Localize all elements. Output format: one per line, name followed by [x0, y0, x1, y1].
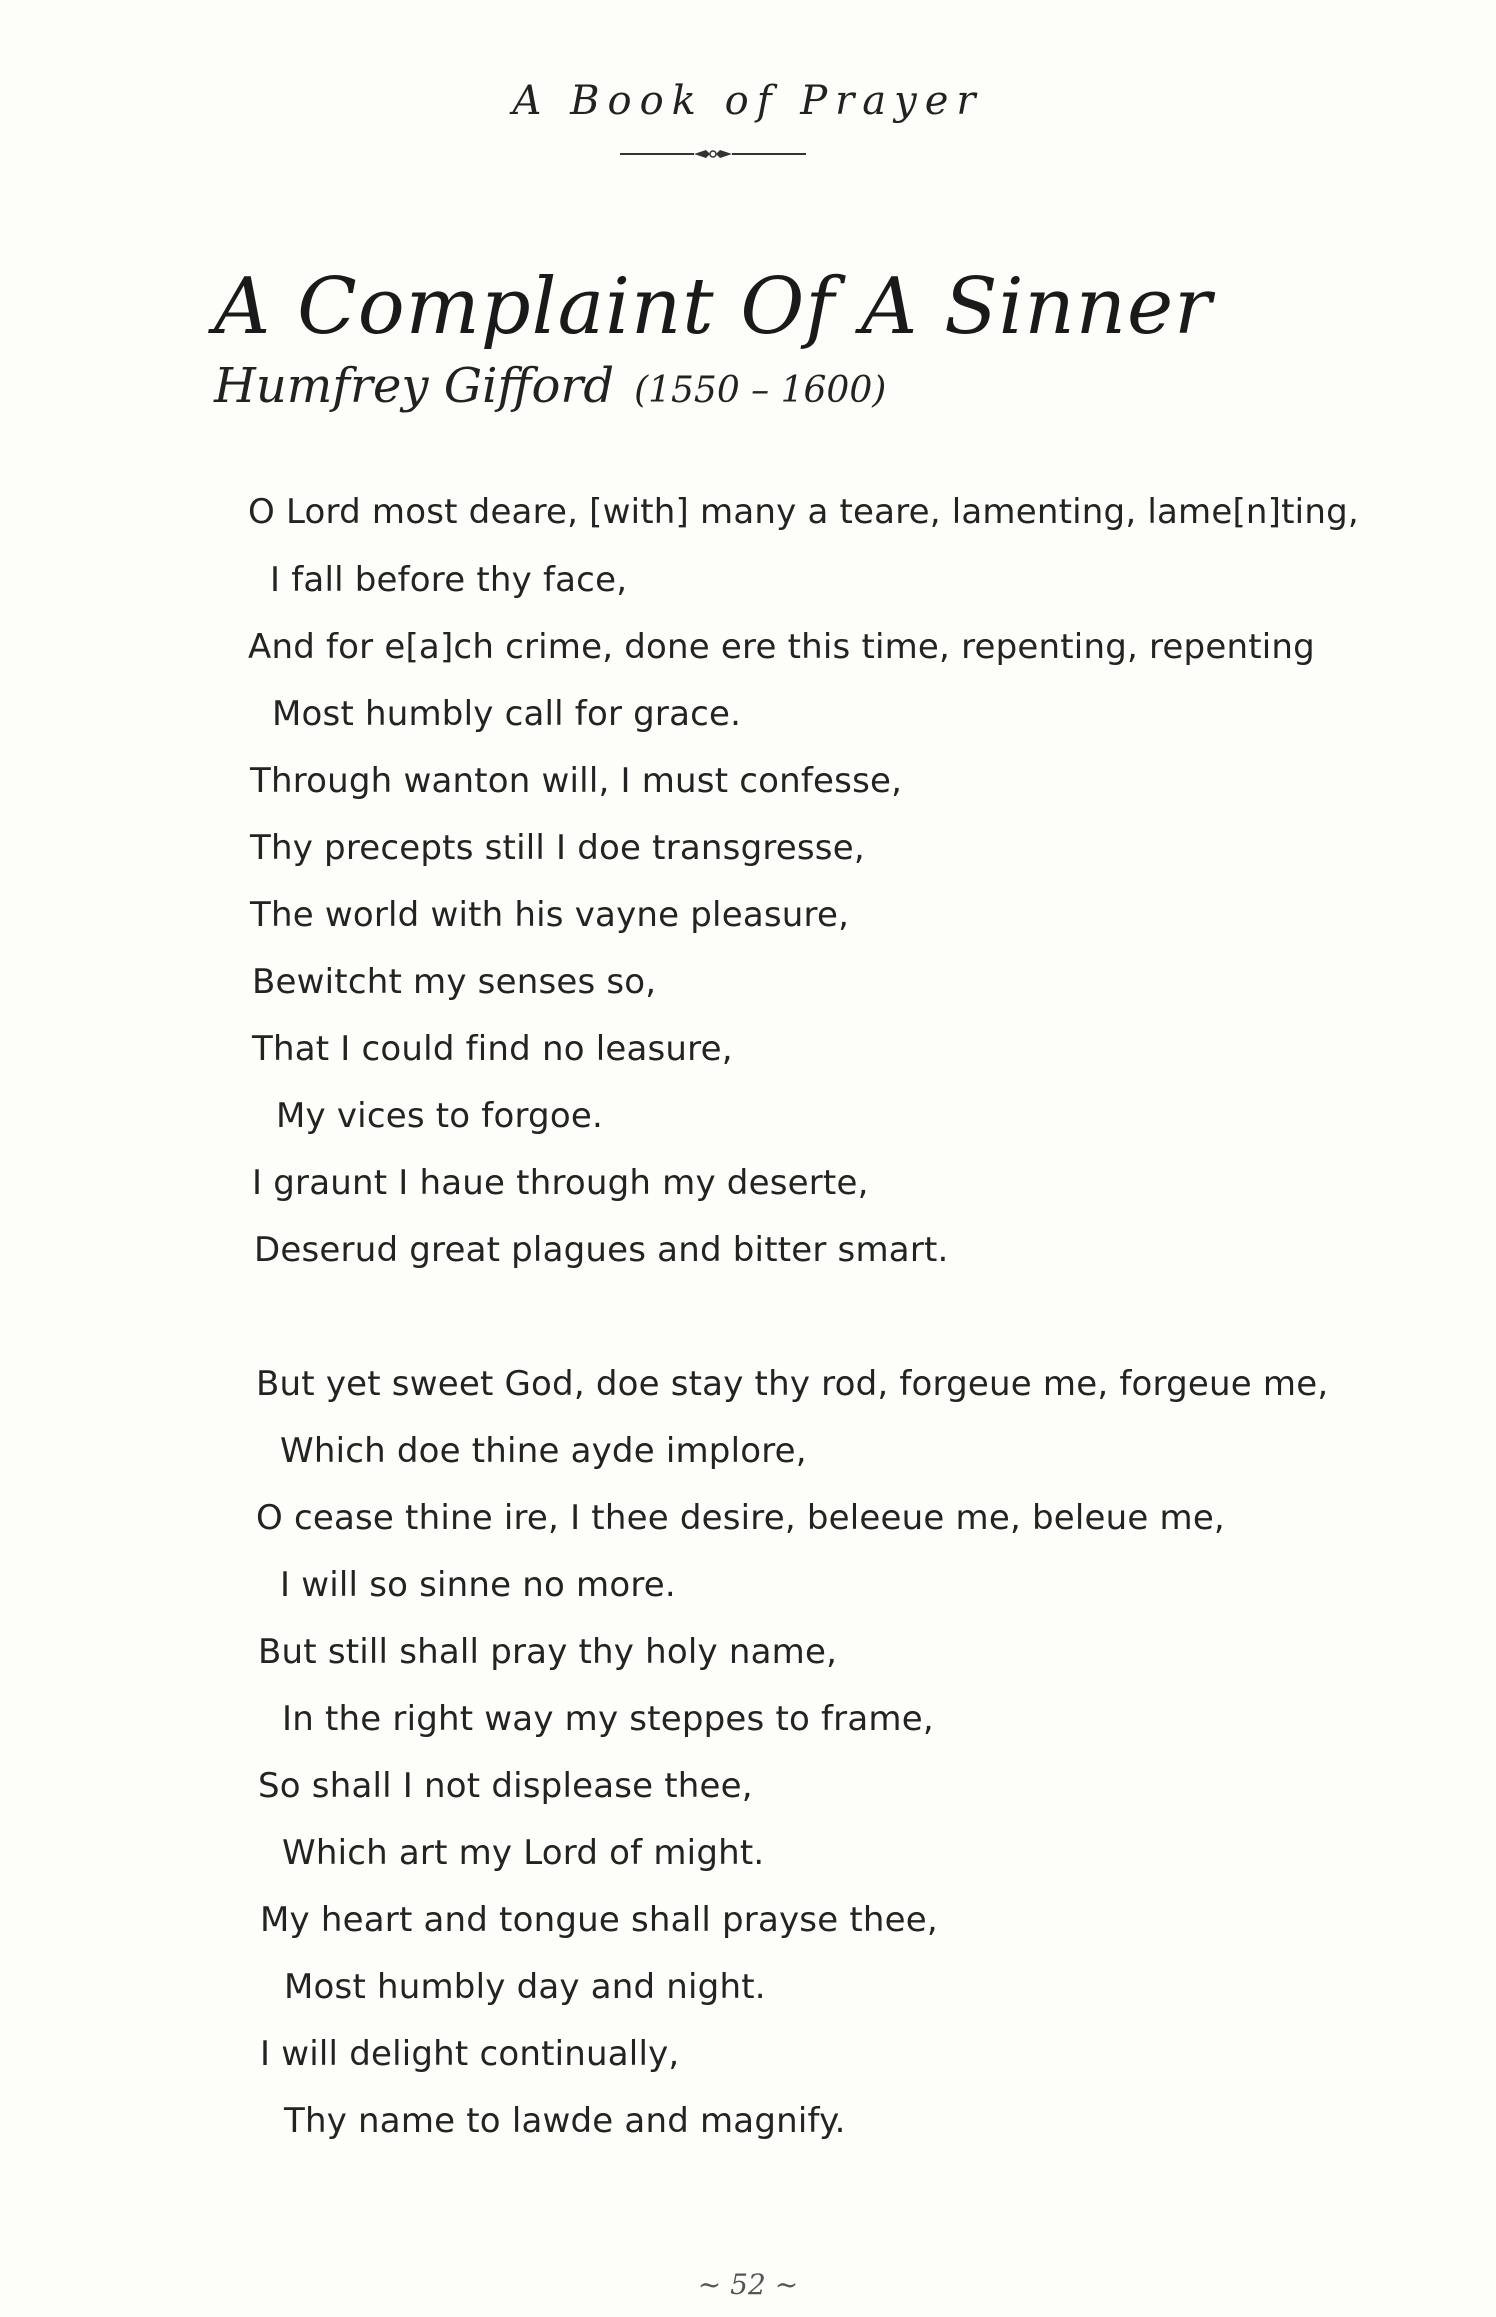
ornament-rule — [620, 146, 806, 162]
poem-line: In the right way my steppes to frame, — [282, 1699, 934, 1739]
poem-line: Bewitcht my senses so, — [252, 962, 657, 1002]
poem-line: Deserud great plagues and bitter smart. — [254, 1230, 949, 1270]
poem-line: I fall before thy face, — [270, 560, 628, 600]
page-number — [0, 2268, 1496, 2301]
poem-line: I will delight continually, — [260, 2034, 680, 2074]
byline — [214, 358, 886, 414]
page-number-value: 52 — [730, 2268, 766, 2301]
poem-title: A Complaint Of A Sinner — [214, 262, 1213, 352]
author-dates: (1550 – 1600) — [634, 370, 887, 411]
poem-line: The world with his vayne pleasure, — [250, 895, 850, 935]
poem-line: That I could find no leasure, — [252, 1029, 733, 1069]
poem-line: Most humbly call for grace. — [272, 694, 742, 734]
poem-line: Thy precepts still I doe transgresse, — [250, 828, 865, 868]
author-name: Humfrey Gifford — [214, 358, 615, 414]
poem-line: But still shall pray thy holy name, — [258, 1632, 838, 1672]
left-flourish-icon: ~ — [697, 2268, 722, 2301]
poem-line: My vices to forgoe. — [276, 1096, 603, 1136]
poem-line: So shall I not displease thee, — [258, 1766, 753, 1806]
poem-line: But yet sweet God, doe stay thy rod, forgeue me, forgeue me, — [256, 1364, 1329, 1404]
poem-line: My heart and tongue shall prayse thee, — [260, 1900, 938, 1940]
poem-line: Which art my Lord of might. — [282, 1833, 765, 1873]
running-head: A Book of Prayer — [512, 78, 984, 124]
poem-line: I will so sinne no more. — [280, 1565, 676, 1605]
right-flourish-icon: ~ — [774, 2268, 799, 2301]
poem-line: O Lord most deare, [with] many a teare, lamenting, lame[n]ting, — [248, 492, 1359, 532]
poem-line: Thy name to lawde and magnify. — [284, 2101, 846, 2141]
poem-line: Which doe thine ayde implore, — [280, 1431, 807, 1471]
poem-line: I graunt I haue through my deserte, — [252, 1163, 869, 1203]
poem-line: And for e[a]ch crime, done ere this time, repenting, repenting — [248, 627, 1315, 667]
poem-line: O cease thine ire, I thee desire, beleeue me, beleue me, — [256, 1498, 1225, 1538]
poem-line: Through wanton will, I must confesse, — [250, 761, 903, 801]
poem-line: Most humbly day and night. — [284, 1967, 766, 2007]
